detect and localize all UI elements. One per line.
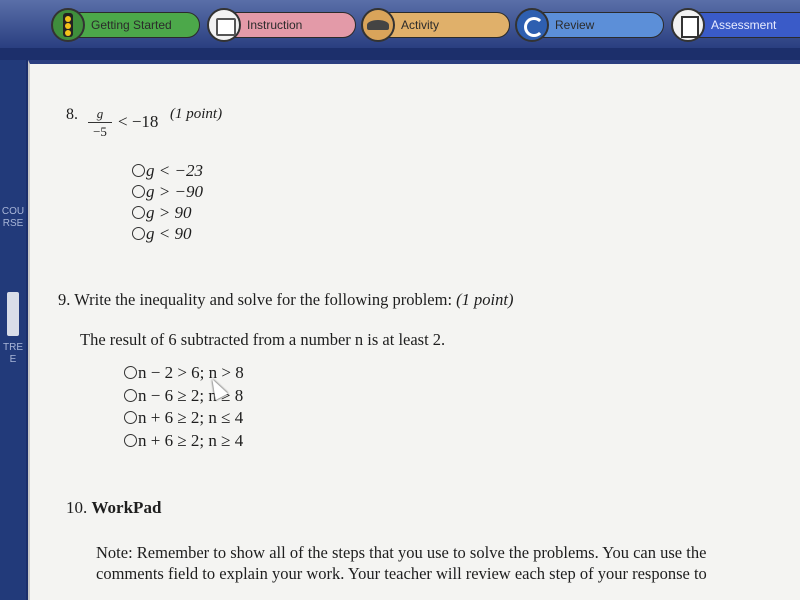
checklist-icon xyxy=(671,8,705,42)
q9-option-c[interactable] xyxy=(124,407,244,430)
radio-button[interactable] xyxy=(124,366,137,379)
tab-label: Assessment xyxy=(711,18,777,32)
q10-number: 10. xyxy=(66,498,88,517)
radio-button[interactable] xyxy=(124,411,137,424)
q10-header xyxy=(66,498,161,518)
q8-option-b[interactable] xyxy=(132,181,203,202)
option-text: g < 90 xyxy=(146,224,192,243)
course-tree-sidebar xyxy=(0,60,26,600)
tab-label: Instruction xyxy=(247,18,303,32)
radio-button[interactable] xyxy=(132,227,145,240)
q10-title: WorkPad xyxy=(91,498,162,517)
q8-points: (1 point) xyxy=(170,106,223,122)
option-text: g > −90 xyxy=(146,182,203,201)
tab-review[interactable] xyxy=(518,12,664,38)
tree-label[interactable]: TREE xyxy=(3,342,23,365)
option-text: g < −23 xyxy=(146,161,203,180)
note-line: comments field to explain your work. Your teacher will review each step of your response to xyxy=(96,564,707,583)
q8-option-d[interactable] xyxy=(132,223,203,244)
option-text: g > 90 xyxy=(146,203,192,222)
q8-numerator: g xyxy=(96,106,104,121)
question-panel xyxy=(28,60,800,600)
option-text: n − 6 ≥ 2; n ≥ 8 xyxy=(138,385,244,405)
q9-option-b[interactable] xyxy=(124,385,244,408)
tab-getting-started[interactable] xyxy=(54,12,200,38)
q9-number: 9. xyxy=(58,290,71,309)
traffic-light-icon xyxy=(51,8,85,42)
refresh-icon xyxy=(515,8,549,42)
radio-button[interactable] xyxy=(132,206,145,219)
q9-text: Write the inequality and solve for the following problem: xyxy=(74,290,453,309)
option-text: n + 6 ≥ 2; n ≤ 4 xyxy=(138,408,244,427)
q8-inequality: < −18 xyxy=(118,112,159,131)
q8-options xyxy=(132,160,203,244)
tab-instruction[interactable] xyxy=(210,12,356,38)
radio-button[interactable] xyxy=(124,434,137,447)
tab-label: Review xyxy=(555,18,595,32)
q9-prompt: The result of 6 subtracted from a number n is at least 2. xyxy=(80,330,446,349)
q8-option-a[interactable] xyxy=(132,160,203,181)
radio-button[interactable] xyxy=(132,185,145,198)
top-nav-bar xyxy=(0,0,800,48)
sidebar-toggle-handle[interactable] xyxy=(7,292,19,336)
tab-label: Activity xyxy=(401,18,440,32)
workpad-note xyxy=(96,542,796,584)
q8-number: 8. xyxy=(66,106,78,123)
q8-denominator: −5 xyxy=(93,124,107,139)
option-text: n + 6 ≥ 2; n ≥ 4 xyxy=(138,430,244,450)
radio-button[interactable] xyxy=(124,389,137,402)
q9-option-d[interactable] xyxy=(124,430,244,453)
tab-assessment[interactable] xyxy=(674,12,800,38)
q9-options xyxy=(124,362,244,452)
option-text: n − 2 > 6; n > 8 xyxy=(138,363,244,382)
q9-points: (1 point) xyxy=(456,290,514,309)
monitor-icon xyxy=(207,8,241,42)
q9-header xyxy=(58,290,513,310)
course-label[interactable]: COURSE xyxy=(1,206,25,229)
radio-button[interactable] xyxy=(132,164,145,177)
note-line: Note: Remember to show all of the steps that you use to solve the problems. You can use the xyxy=(96,543,707,562)
q8-option-c[interactable] xyxy=(132,202,203,223)
graduation-cap-icon xyxy=(361,8,395,42)
tab-activity[interactable] xyxy=(364,12,510,38)
fraction-bar xyxy=(88,122,112,123)
tab-label: Getting Started xyxy=(91,18,172,32)
q8-fraction xyxy=(88,106,112,139)
q9-option-a[interactable] xyxy=(124,362,244,385)
